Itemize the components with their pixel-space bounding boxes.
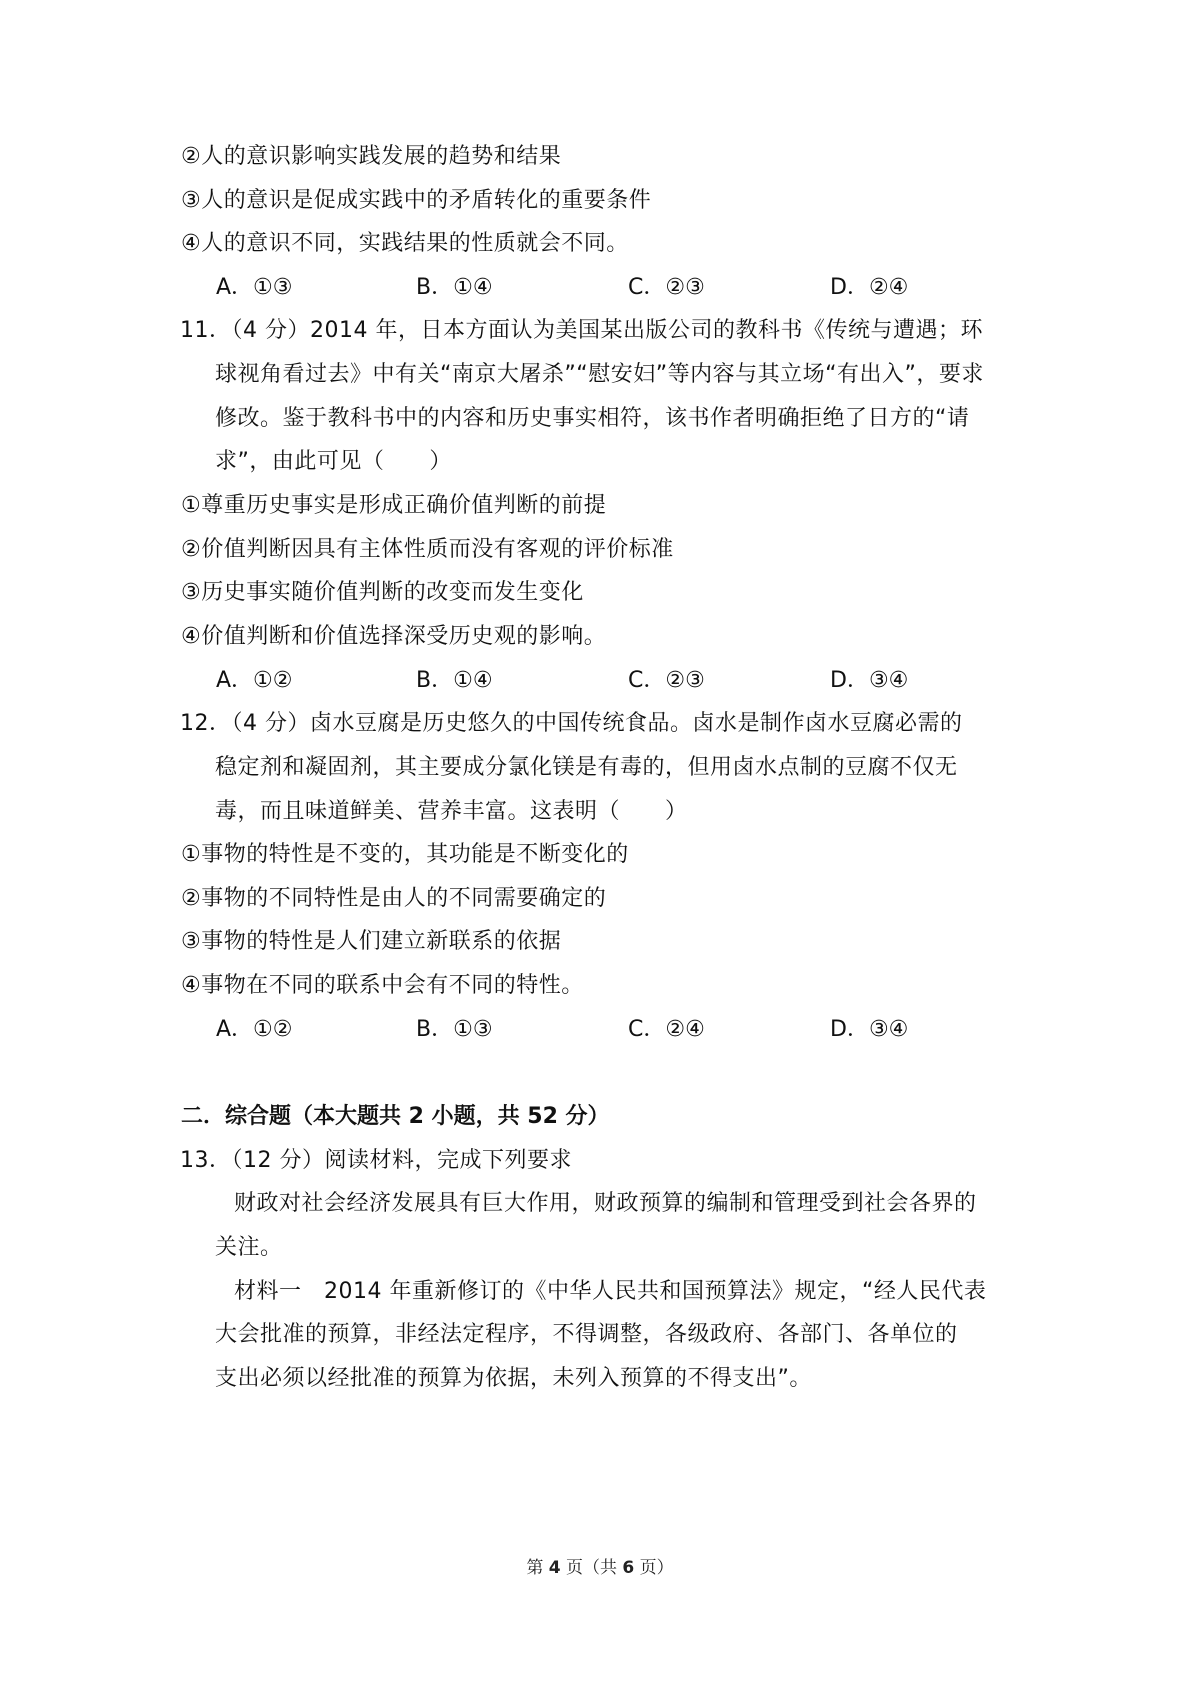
q11-stem-line-2: 球视角看过去》中有关“南京大屠杀”“慰安妇”等内容与其立场“有出入”，要求 <box>215 362 984 387</box>
q10-option-a: A．①③ <box>216 275 293 300</box>
q12-statement-1: ①事物的特性是不变的，其功能是不断变化的 <box>181 842 629 867</box>
footer-prefix: 第 <box>526 1558 544 1578</box>
q11-statement-4: ④价值判断和价值选择深受历史观的影响。 <box>181 624 607 649</box>
q10-statement-2: ②人的意识影响实践发展的趋势和结果 <box>181 144 562 169</box>
q12-options <box>216 1015 976 1045</box>
q11-stem-line-3: 修改。鉴于教科书中的内容和历史事实相符，该书作者明确拒绝了日方的“请 <box>215 406 970 431</box>
footer-page-number: 4 <box>548 1558 561 1578</box>
q12-statement-4: ④事物在不同的联系中会有不同的特性。 <box>181 973 584 998</box>
q12-stem-line-3: 毒，而且味道鲜美、营养丰富。这表明（ ） <box>215 799 688 824</box>
q11-option-c: C．②③ <box>628 668 705 693</box>
q11-options <box>216 666 976 696</box>
q12-stem-line-1: 12．（4 分）卤水豆腐是历史悠久的中国传统食品。卤水是制作卤水豆腐必需的 <box>180 711 963 736</box>
q11-stem-line-4: 求”，由此可见（ ） <box>215 449 452 474</box>
q12-option-a: A．①② <box>216 1017 293 1042</box>
q10-statement-3: ③人的意识是促成实践中的矛盾转化的重要条件 <box>181 188 652 213</box>
q11-statement-2: ②价值判断因具有主体性质而没有客观的评价标准 <box>181 537 674 562</box>
q12-option-b: B．①③ <box>416 1017 493 1042</box>
footer-suffix: 页） <box>639 1558 674 1578</box>
q11-statement-1: ①尊重历史事实是形成正确价值判断的前提 <box>181 493 607 518</box>
q11-statement-3: ③历史事实随价值判断的改变而发生变化 <box>181 580 584 605</box>
q10-statement-4: ④人的意识不同，实践结果的性质就会不同。 <box>181 231 629 256</box>
q10-option-c: C．②③ <box>628 275 705 300</box>
page-footer <box>0 1556 1200 1580</box>
q13-stem: 13．（12 分）阅读材料，完成下列要求 <box>180 1148 572 1173</box>
q10-option-b: B．①④ <box>416 275 493 300</box>
q10-options <box>216 273 976 303</box>
q13-material-1-line-1: 材料一 2014 年重新修订的《中华人民共和国预算法》规定，“经人民代表 <box>234 1279 987 1304</box>
q13-intro-line-2: 关注。 <box>215 1235 283 1260</box>
q11-option-b: B．①④ <box>416 668 493 693</box>
footer-middle: 页（共 <box>566 1558 617 1578</box>
q12-statement-3: ③事物的特性是人们建立新联系的依据 <box>181 929 562 954</box>
q10-option-d: D．②④ <box>830 275 909 300</box>
q12-option-c: C．②④ <box>628 1017 705 1042</box>
q13-intro-line-1: 财政对社会经济发展具有巨大作用，财政预算的编制和管理受到社会各界的 <box>234 1191 977 1216</box>
q12-statement-2: ②事物的不同特性是由人的不同需要确定的 <box>181 886 607 911</box>
q13-material-1-line-2: 大会批准的预算，非经法定程序，不得调整，各级政府、各部门、各单位的 <box>215 1322 958 1347</box>
q11-option-d: D．③④ <box>830 668 909 693</box>
q12-stem-line-2: 稳定剂和凝固剂，其主要成分氯化镁是有毒的，但用卤水点制的豆腐不仅无 <box>215 755 958 780</box>
q13-material-1-line-3: 支出必须以经批准的预算为依据，未列入预算的不得支出”。 <box>215 1366 812 1391</box>
q11-option-a: A．①② <box>216 668 293 693</box>
section-2-title: 二．综合题（本大题共 2 小题，共 52 分） <box>181 1104 610 1129</box>
q11-stem-line-1: 11．（4 分）2014 年，日本方面认为美国某出版公司的教科书《传统与遭遇；环 <box>180 318 983 343</box>
q12-option-d: D．③④ <box>830 1017 909 1042</box>
footer-total-pages: 6 <box>622 1558 635 1578</box>
